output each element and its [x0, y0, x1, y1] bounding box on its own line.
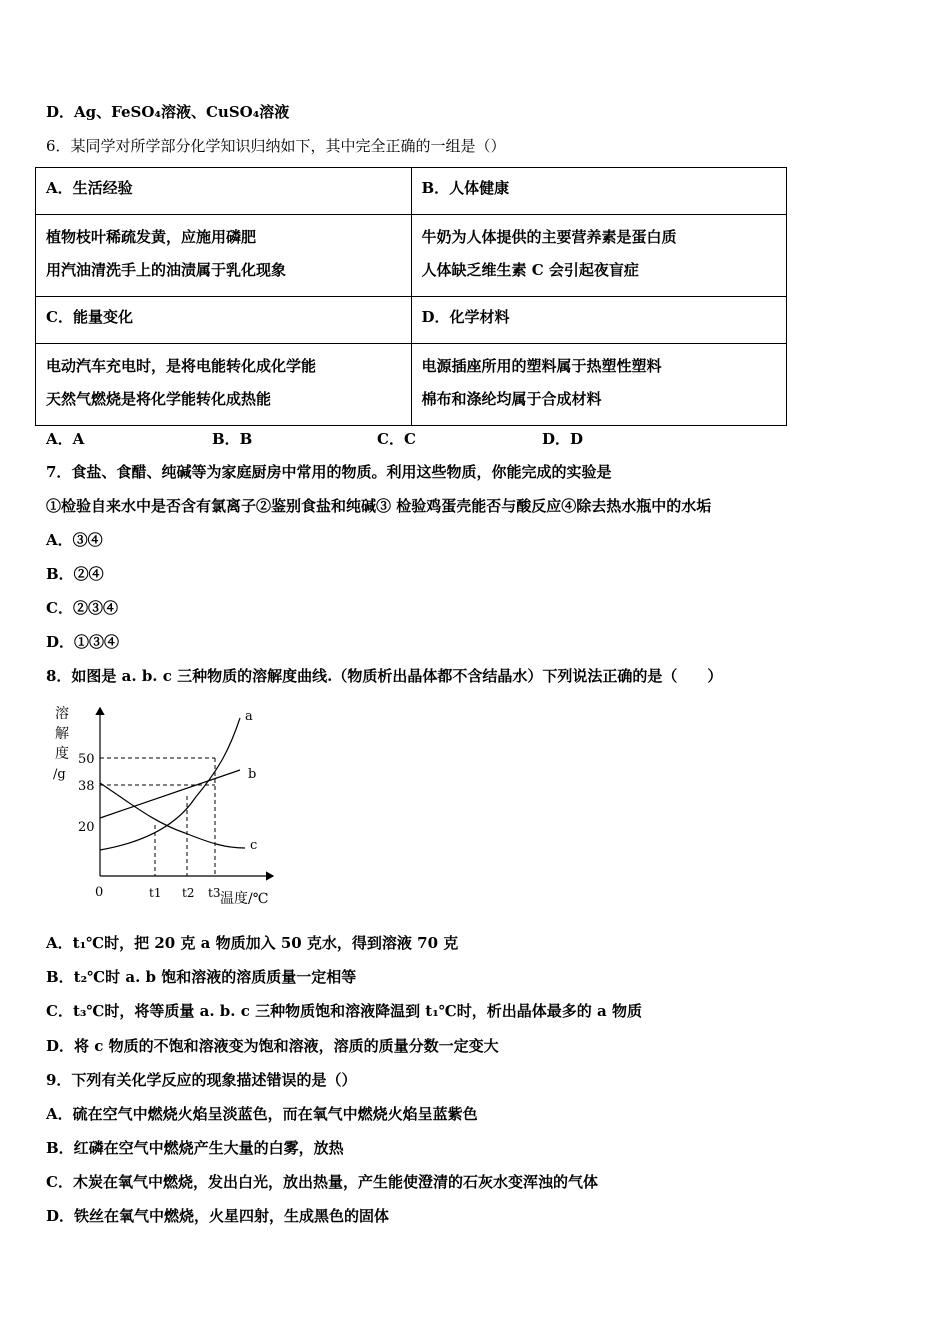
cell-a-head: A．生活经验 [36, 168, 412, 215]
q6-option-b: B．B [212, 430, 253, 448]
q9-option-d: D．铁丝在氧气中燃烧，火星四射，生成黑色的固体 [46, 1207, 390, 1225]
q5-option-d: D．Ag、FeSO₄溶液、CuSO₄溶液 [46, 103, 290, 121]
cell-a-line2: 用汽油清洗手上的油渍属于乳化现象 [46, 261, 287, 279]
cell-c-body [36, 344, 412, 426]
q7-option-b: B．②④ [46, 565, 104, 583]
xlabel: 温度/℃ [220, 891, 269, 907]
cell-b-body [411, 215, 787, 297]
q6-knowledge-table [35, 167, 787, 426]
q6-option-c: C．C [377, 430, 416, 448]
curve-b [100, 770, 240, 818]
ylabel-4: /g [53, 767, 66, 782]
q7-option-a: A．③④ [46, 531, 103, 549]
q6-option-d: D．D [542, 430, 584, 448]
cell-d-line2: 棉布和涤纶均属于合成材料 [421, 390, 602, 408]
ylabel-3: 度 [55, 746, 69, 762]
q9-option-a: A．硫在空气中燃烧火焰呈淡蓝色，而在氧气中燃烧火焰呈蓝紫色 [46, 1105, 478, 1123]
q9-option-c: C．木炭在氧气中燃烧，发出白光，放出热量，产生能使澄清的石灰水变浑浊的气体 [46, 1173, 598, 1191]
xtick-t1: t1 [149, 886, 162, 900]
cell-d-body [411, 344, 787, 426]
q7-option-c: C．②③④ [46, 599, 118, 617]
cell-d-line1: 电源插座所用的塑料属于热塑性塑料 [421, 357, 662, 375]
cell-a-line1: 植物枝叶稀疏发黄，应施用磷肥 [46, 228, 257, 246]
q6-option-a: A．A [46, 430, 85, 448]
q8-option-b: B．t₂℃时 a. b 饱和溶液的溶质质量一定相等 [46, 968, 357, 986]
q8-option-c: C．t₃℃时，将等质量 a. b. c 三种物质饱和溶液降温到 t₁℃时，析出晶体最多的 a 物质 [46, 1002, 642, 1020]
ytick-38: 38 [78, 779, 95, 794]
ytick-20: 20 [78, 820, 95, 835]
series-label-b: b [248, 767, 257, 782]
q8-option-a: A．t₁℃时，把 20 克 a 物质加入 50 克水，得到溶液 70 克 [46, 934, 459, 952]
solubility-chart [45, 698, 285, 910]
ylabel-2: 解 [55, 726, 69, 742]
q6-stem: 6．某同学对所学部分化学知识归纳如下，其中完全正确的一组是（） [46, 137, 506, 155]
q7-option-d: D．①③④ [46, 633, 120, 651]
cell-c-line1: 电动汽车充电时，是将电能转化成化学能 [46, 357, 317, 375]
cell-d-head: D．化学材料 [411, 297, 787, 344]
curve-a [100, 718, 240, 850]
cell-b-line2: 人体缺乏维生素 C 会引起夜盲症 [421, 261, 639, 279]
series-label-c: c [250, 838, 258, 853]
cell-c-head: C．能量变化 [36, 297, 412, 344]
xtick-t2: t2 [182, 886, 195, 900]
q9-stem: 9．下列有关化学反应的现象描述错误的是（） [46, 1071, 357, 1089]
q9-option-b: B．红磷在空气中燃烧产生大量的白雾，放热 [46, 1139, 344, 1157]
cell-b-head: B．人体健康 [411, 168, 787, 215]
q8-stem: 8．如图是 a. b. c 三种物质的溶解度曲线.（物质析出晶体都不含结晶水）下列说法正确的是（ ） [46, 667, 723, 685]
q7-stem: 7．食盐、食醋、纯碱等为家庭厨房中常用的物质。利用这些物质，你能完成的实验是 [46, 463, 612, 481]
ylabel-1: 溶 [55, 706, 69, 722]
series-label-a: a [245, 709, 253, 724]
ytick-50: 50 [78, 752, 95, 767]
cell-b-line1: 牛奶为人体提供的主要营养素是蛋白质 [421, 228, 677, 246]
origin-label: 0 [95, 885, 104, 900]
q7-items: ①检验自来水中是否含有氯离子②鉴别食盐和纯碱③ 检验鸡蛋壳能否与酸反应④除去热水瓶中的水垢 [46, 497, 712, 515]
cell-a-body [36, 215, 412, 297]
xtick-t3: t3 [208, 886, 221, 900]
q8-option-d: D．将 c 物质的不饱和溶液变为饱和溶液，溶质的质量分数一定变大 [46, 1037, 499, 1055]
cell-c-line2: 天然气燃烧是将化学能转化成热能 [46, 390, 272, 408]
